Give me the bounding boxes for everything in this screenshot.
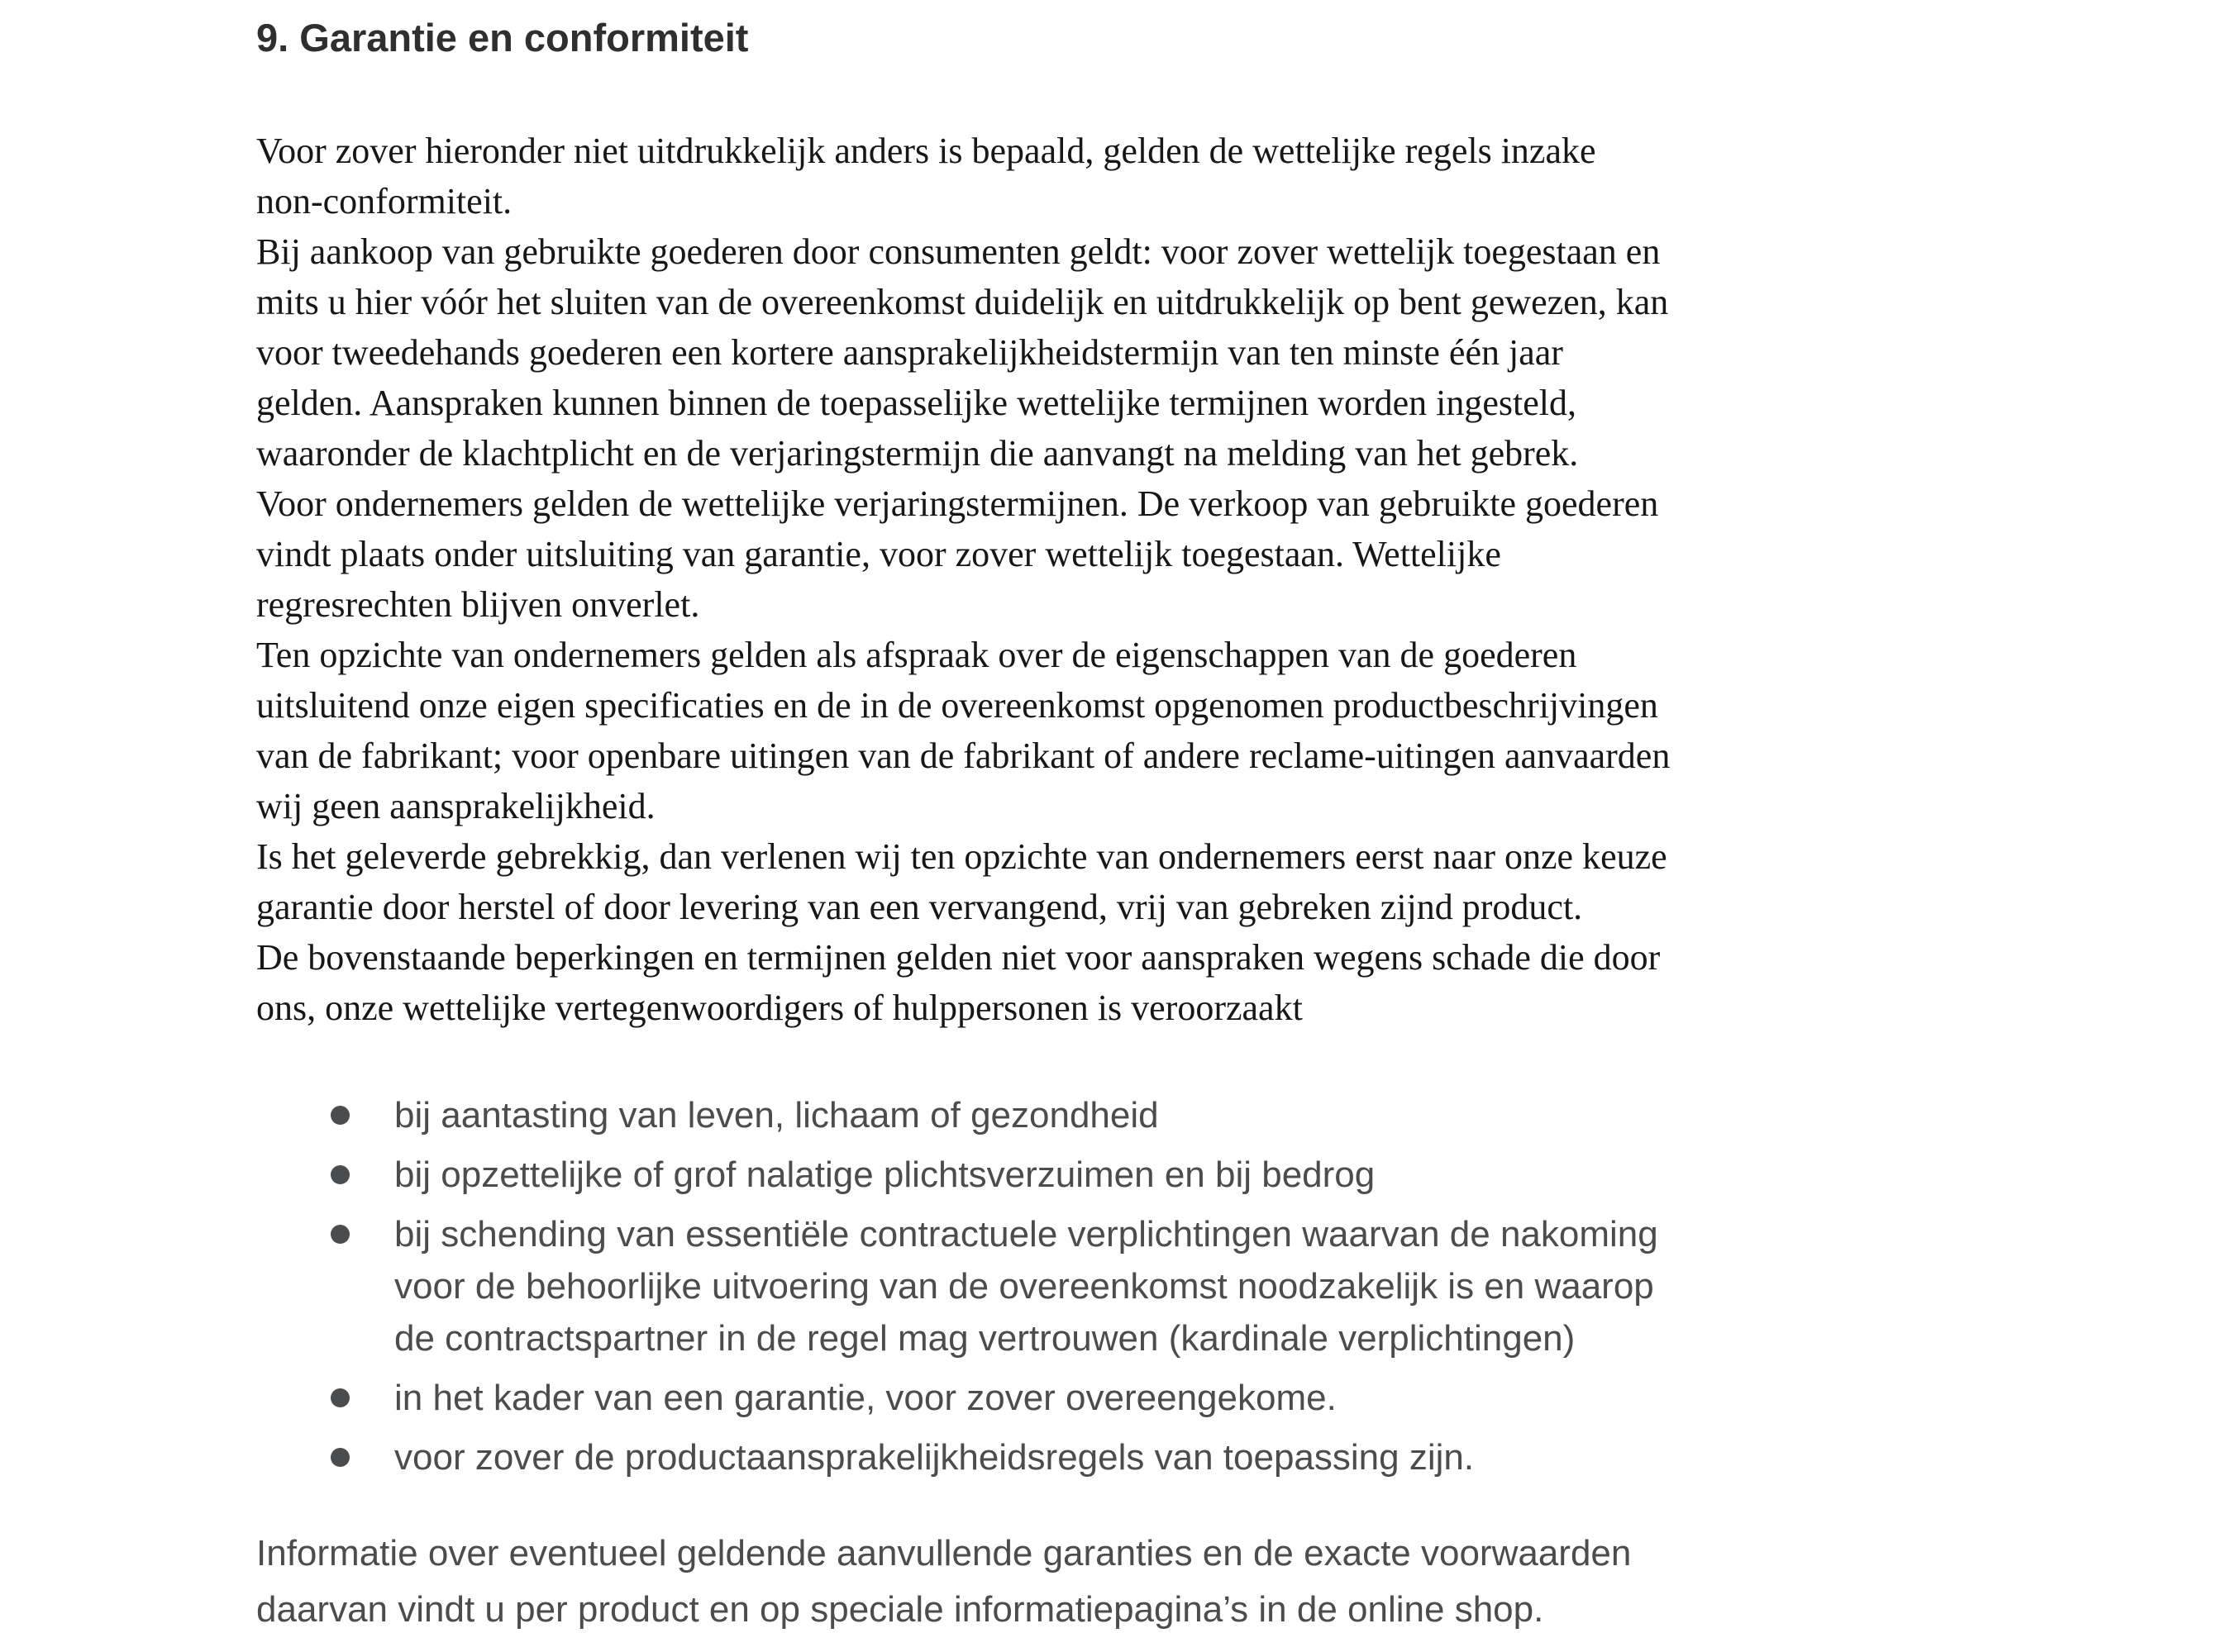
body-line: gelden. Aanspraken kunnen binnen de toepasselijke wettelijke termijnen worden ingesteld, [256, 383, 1576, 423]
body-line: non-conformiteit. [256, 181, 513, 221]
list-item [256, 1149, 1658, 1201]
closing-line: Informatie over eventueel geldende aanvullende garanties en de exacte voorwaarden [256, 1533, 1632, 1573]
bullet-icon [331, 1106, 350, 1125]
body-line: regresrechten blijven onverlet. [256, 584, 700, 625]
body-text [256, 126, 1670, 1033]
list-item [256, 1208, 1658, 1364]
bullet-icon [331, 1225, 350, 1244]
bullet-line: bij schending van essentiële contractuele verplichtingen waarvan de nakoming [394, 1214, 1658, 1254]
body-line: garantie door herstel of door levering van een vervangend, vrij van gebreken zijnd product. [256, 887, 1583, 927]
body-line: waaronder de klachtplicht en de verjaringstermijn die aanvangt na melding van het gebrek. [256, 433, 1579, 474]
body-line: mits u hier vóór het sluiten van de overeenkomst duidelijk en uitdrukkelijk op bent gewezen, kan [256, 282, 1669, 322]
list-item [256, 1431, 1658, 1483]
bullet-icon [331, 1448, 350, 1467]
bullet-icon [331, 1388, 350, 1407]
body-line: De bovenstaande beperkingen en termijnen gelden niet voor aanspraken wegens schade die door [256, 937, 1661, 978]
body-line: Is het geleverde gebrekkig, dan verlenen wij ten opzichte van ondernemers eerst naar onze keuze [256, 836, 1667, 877]
closing-paragraph [256, 1526, 1631, 1638]
bullet-list [256, 1089, 1658, 1491]
list-item [256, 1372, 1658, 1424]
body-line: Voor zover hieronder niet uitdrukkelijk anders is bepaald, gelden de wettelijke regels inzake [256, 131, 1596, 171]
body-line: Bij aankoop van gebruikte goederen door consumenten geldt: voor zover wettelijk toegestaan en [256, 231, 1661, 272]
body-line: uitsluitend onze eigen specificaties en de in de overeenkomst opgenomen productbeschrijvingen [256, 685, 1658, 726]
closing-line: daarvan vindt u per product en op speciale informatiepagina’s in de online shop. [256, 1589, 1544, 1630]
body-line: Voor ondernemers gelden de wettelijke verjaringstermijnen. De verkoop van gebruikte goederen [256, 483, 1659, 524]
body-line: Ten opzichte van ondernemers gelden als afspraak over de eigenschappen van de goederen [256, 635, 1577, 675]
bullet-icon [331, 1165, 350, 1184]
bullet-line: in het kader van een garantie, voor zover overeengekome. [394, 1378, 1337, 1418]
bullet-line: voor de behoorlijke uitvoering van de overeenkomst noodzakelijk is en waarop [394, 1266, 1654, 1307]
bullet-line: bij opzettelijke of grof nalatige plichtsverzuimen en bij bedrog [394, 1154, 1376, 1195]
bullet-line: voor zover de productaansprakelijkheidsregels van toepassing zijn. [394, 1437, 1475, 1478]
body-line: ons, onze wettelijke vertegenwoordigers of hulppersonen is veroorzaakt [256, 988, 1303, 1028]
list-item [256, 1089, 1658, 1141]
body-line: wij geen aansprakelijkheid. [256, 786, 656, 826]
bullet-line: bij aantasting van leven, lichaam of gezondheid [394, 1095, 1159, 1135]
body-line: voor tweedehands goederen een kortere aansprakelijkheidstermijn van ten minste één jaar [256, 332, 1563, 373]
body-line: van de fabrikant; voor openbare uitingen van de fabrikant of andere reclame-uitingen aanvaarden [256, 736, 1671, 776]
body-line: vindt plaats onder uitsluiting van garantie, voor zover wettelijk toegestaan. Wettelijke [256, 534, 1501, 574]
section-heading: 9. Garantie en conformiteit [256, 16, 749, 60]
bullet-line: de contractspartner in de regel mag vertrouwen (kardinale verplichtingen) [394, 1318, 1576, 1359]
